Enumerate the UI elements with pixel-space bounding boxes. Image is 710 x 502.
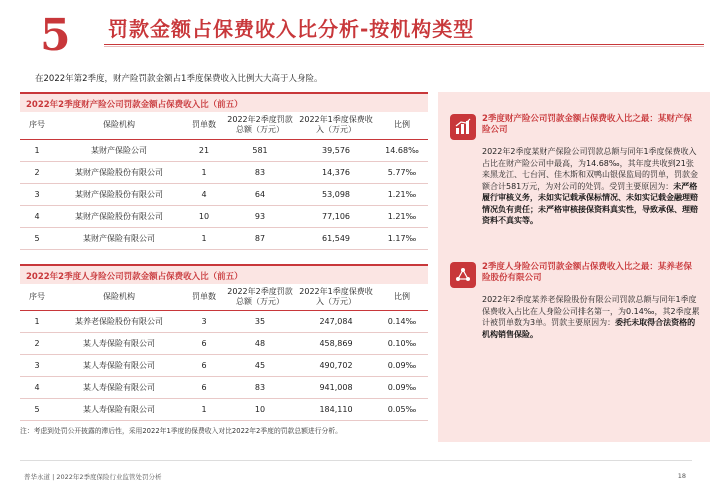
cell: 0.10‰: [376, 333, 428, 355]
footer-text: 普华永道 | 2022年2季度保险行业监管处罚分析: [24, 473, 162, 481]
title-divider-light: [104, 46, 704, 47]
cell: 某人寿保险有限公司: [54, 333, 184, 355]
cell: 14,376: [296, 161, 376, 183]
cell: 1.17‰: [376, 227, 428, 249]
cell: 14.68‰: [376, 139, 428, 161]
col-company: 保险机构: [54, 112, 184, 139]
network-icon: [450, 262, 476, 288]
cell: 10: [224, 399, 296, 421]
cell: 1.21‰: [376, 205, 428, 227]
cell: 3: [20, 355, 54, 377]
cell: 某财产保险有限公司: [54, 227, 184, 249]
cell: 某财产保险股份有限公司: [54, 183, 184, 205]
card-title: 2季度人身险公司罚款金额占保费收入比之最：某养老保险股份有限公司: [482, 262, 692, 283]
col-tickets: 罚单数: [184, 112, 224, 139]
cell: 581: [224, 139, 296, 161]
col-ratio: 比例: [376, 112, 428, 139]
table-row: [20, 205, 428, 227]
col-fine-total: 2022年2季度罚款总额（万元）: [224, 284, 296, 311]
table-row: [20, 161, 428, 183]
table-row: [20, 183, 428, 205]
cell: 4: [20, 205, 54, 227]
cell: 83: [224, 161, 296, 183]
page-number: 18: [677, 472, 686, 480]
card-text: 2022年2季度某养老保险股份有限公司罚款总额与同年1季度保费收入占比在人身险公司排名第一，为0.14‰，其2季度累计被罚单数为3单。罚款主要原因为：: [482, 295, 700, 327]
card-text: 2022年2季度某财产保险公司罚款总额与同年1季度保费收入占比在财产险公司中最高，为14.68‰，其年度共收到21张来黑龙江、七台河、佳木斯和双鸭山银保监局的罚单，罚款金额合计581万元，为对公司的处罚。受罚主要原因为：: [482, 147, 698, 191]
intro-text: 在2022年第2季度，财产险罚款金额占1季度保费收入比例大大高于人身险。: [35, 74, 323, 84]
cell: 21: [184, 139, 224, 161]
cell: 0.09‰: [376, 377, 428, 399]
cell: 某财产保险股份有限公司: [54, 161, 184, 183]
cell: 1: [184, 161, 224, 183]
cell: 2: [20, 161, 54, 183]
life-highlight-card: [450, 262, 700, 340]
col-premium: 2022年1季度保费收入（万元）: [296, 284, 376, 311]
cell: 87: [224, 227, 296, 249]
cell: 1: [20, 311, 54, 333]
card-body: [482, 146, 700, 227]
cell: 93: [224, 205, 296, 227]
col-tickets: 罚单数: [184, 284, 224, 311]
col-fine-total: 2022年2季度罚款总额（万元）: [224, 112, 296, 139]
cell: 0.14‰: [376, 311, 428, 333]
cell: 6: [184, 355, 224, 377]
cell: 4: [184, 183, 224, 205]
col-company: 保险机构: [54, 284, 184, 311]
cell: 0.05‰: [376, 399, 428, 421]
cell: 77,106: [296, 205, 376, 227]
col-index: 序号: [20, 112, 54, 139]
card-text-bold: 未严格履行审核义务，未如实记载承保标情况、未如实记载金融理赔情况负有责任；未严格审核接保资料真实性，导致承保、理赔资料不真实等。: [482, 181, 698, 225]
cell: 某人寿保险有限公司: [54, 377, 184, 399]
cell: 1: [20, 139, 54, 161]
table-row: [20, 311, 428, 333]
card-header: [450, 114, 700, 140]
cell: 35: [224, 311, 296, 333]
table-row: [20, 227, 428, 249]
property-insurance-table: [20, 112, 428, 250]
cell: 490,702: [296, 355, 376, 377]
cell: 184,110: [296, 399, 376, 421]
cell: 5: [20, 399, 54, 421]
cell: 1: [184, 227, 224, 249]
cell: 247,084: [296, 311, 376, 333]
col-premium: 2022年1季度保费收入（万元）: [296, 112, 376, 139]
cell: 458,869: [296, 333, 376, 355]
cell: 某人寿保险有限公司: [54, 355, 184, 377]
table2-title: 2022年2季度人身险公司罚款金额占保费收入比（前五）: [20, 264, 428, 284]
cell: 941,008: [296, 377, 376, 399]
cell: 6: [184, 377, 224, 399]
footnote: 注：考虑到处罚公开披露的滞后性，采用2022年1季度的保费收入对比2022年2季度的罚款总额进行分析。: [20, 427, 342, 435]
page-title: 罚款金额占保费收入比分析-按机构类型: [108, 17, 475, 41]
table-row: [20, 355, 428, 377]
cell: 53,098: [296, 183, 376, 205]
cell: 5.77‰: [376, 161, 428, 183]
card-header: [450, 262, 700, 288]
cell: 某人寿保险有限公司: [54, 399, 184, 421]
cell: 83: [224, 377, 296, 399]
footer-divider: [20, 460, 692, 461]
cell: 45: [224, 355, 296, 377]
cell: 3: [184, 311, 224, 333]
card-body: [482, 294, 700, 340]
cell: 某财产保险股份有限公司: [54, 205, 184, 227]
chart-icon: [450, 114, 476, 140]
table-row: [20, 399, 428, 421]
cell: 某养老保险股份有限公司: [54, 311, 184, 333]
col-index: 序号: [20, 284, 54, 311]
cell: 某财产保险公司: [54, 139, 184, 161]
cell: 5: [20, 227, 54, 249]
section-number: 5: [40, 10, 71, 61]
table1-title: 2022年2季度财产险公司罚款金额占保费收入比（前五）: [20, 92, 428, 112]
cell: 10: [184, 205, 224, 227]
title-divider: [104, 44, 704, 45]
tables-column: [20, 92, 428, 421]
cell: 39,576: [296, 139, 376, 161]
cell: 1.21‰: [376, 183, 428, 205]
card-text-bold: 委托未取得合法资格的机构销售保险。: [482, 318, 696, 339]
table1-header-row: [20, 112, 428, 139]
col-ratio: 比例: [376, 284, 428, 311]
property-highlight-card: [450, 114, 700, 227]
table2-header-row: [20, 284, 428, 311]
cell: 64: [224, 183, 296, 205]
cell: 61,549: [296, 227, 376, 249]
cell: 3: [20, 183, 54, 205]
table-row: [20, 377, 428, 399]
table-row: [20, 333, 428, 355]
cell: 1: [184, 399, 224, 421]
cell: 4: [20, 377, 54, 399]
card-title: 2季度财产险公司罚款金额占保费收入比之最：某财产保险公司: [482, 114, 692, 135]
spacer: [20, 250, 428, 264]
cell: 2: [20, 333, 54, 355]
cell: 0.09‰: [376, 355, 428, 377]
cell: 6: [184, 333, 224, 355]
cell: 48: [224, 333, 296, 355]
table-row: [20, 139, 428, 161]
life-insurance-table: [20, 284, 428, 422]
highlight-panel: [438, 92, 710, 442]
